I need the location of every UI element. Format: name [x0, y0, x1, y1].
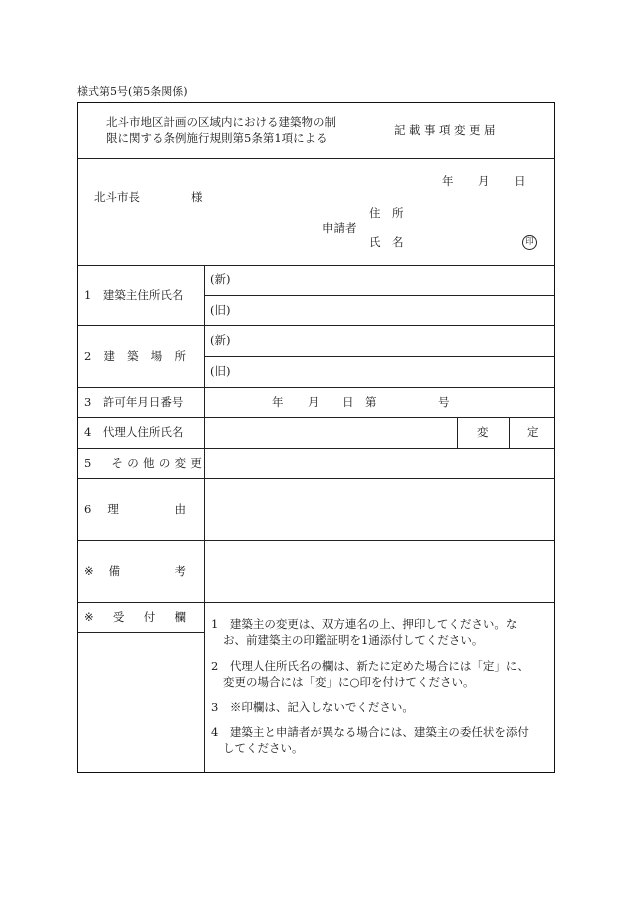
divider: [78, 158, 554, 159]
permit-year: 年: [272, 395, 284, 409]
divider: [78, 417, 554, 418]
site-new: (新): [210, 333, 231, 347]
date-month: 月: [478, 174, 490, 188]
note-line: 3 ※印欄は、記入しないでください。: [211, 700, 414, 714]
label-char: 受: [112, 610, 125, 624]
permit-day: 日: [342, 395, 354, 409]
divider: [78, 602, 554, 603]
row-label-builder: 1 建築主住所氏名: [84, 288, 184, 302]
column-divider: [204, 265, 205, 772]
form-code: 様式第5号(第5条関係): [77, 85, 188, 98]
row-label-reception: [84, 612, 186, 624]
permit-dai: 第: [365, 395, 377, 409]
divider: [204, 356, 554, 357]
agent-fixed-option: 定: [527, 425, 539, 439]
label-char: 由: [174, 502, 186, 516]
note-3: [211, 699, 414, 715]
name-label: 氏 名: [369, 235, 404, 249]
column-divider: [457, 417, 458, 448]
row-label-agent: 4 代理人住所氏名: [84, 425, 184, 439]
row-label-permit: 3 許可年月日番号: [84, 395, 184, 409]
label-char: 備: [108, 564, 121, 578]
divider: [78, 478, 554, 479]
label-char: 理: [107, 502, 119, 516]
label-char: 欄: [174, 610, 186, 624]
description-line-2: 限に関する条例施行規則第5条第1項による: [106, 131, 328, 145]
note-line: 1 建築主の変更は、双方連名の上、押印してください。な: [211, 617, 518, 631]
row-label-reason: [84, 504, 186, 516]
note-4: [211, 724, 529, 756]
label-char: 築: [127, 349, 139, 363]
permit-gou: 号: [438, 395, 450, 409]
honorific: 様: [191, 190, 203, 204]
note-line: 2 代理人住所氏名の欄は、新たに定めた場合には「定」に、: [211, 659, 529, 673]
mark: ※: [84, 610, 94, 624]
date-day: 日: [514, 174, 526, 188]
seal-icon: 印: [522, 235, 537, 250]
builder-new: (新): [210, 272, 231, 286]
note-line: お、前建築主の印鑑証明を1通添付してください。: [223, 633, 484, 647]
row-label-other-changes: 5 その他の変更: [84, 456, 207, 470]
label-char: 考: [174, 564, 186, 578]
note-line: 4 建築主と申請者が異なる場合には、建築主の委任状を添付: [211, 725, 529, 739]
note-line: してください。: [223, 741, 304, 755]
site-old: (旧): [210, 364, 231, 378]
form-title: 記載事項変更届: [394, 123, 499, 137]
form-table: [77, 102, 555, 773]
divider: [78, 448, 554, 449]
agent-change-option: 変: [477, 425, 489, 439]
divider: [78, 540, 554, 541]
row-number: 2: [84, 349, 92, 363]
note-2: [211, 658, 529, 690]
note-line: 変更の場合には「変」に○印を付けてください。: [223, 675, 475, 689]
row-label-remarks: [84, 566, 186, 578]
recipient: 北斗市長: [94, 190, 140, 204]
label-char: 所: [174, 349, 186, 363]
description-line-1: 北斗市地区計画の区域内における建築物の制: [106, 115, 336, 129]
divider: [78, 325, 554, 326]
column-divider: [509, 417, 510, 448]
builder-old: (旧): [210, 303, 231, 317]
divider: [78, 387, 554, 388]
mark: ※: [84, 564, 94, 578]
permit-month: 月: [308, 395, 320, 409]
row-number: 6: [84, 502, 92, 516]
row-label-site: [84, 351, 186, 363]
note-1: [211, 616, 517, 648]
divider: [78, 265, 554, 266]
label-char: 建: [103, 349, 115, 363]
divider: [204, 295, 554, 296]
address-label: 住 所: [369, 206, 404, 220]
label-char: 付: [143, 610, 156, 624]
divider: [78, 632, 204, 633]
applicant-label: 申請者: [322, 221, 357, 235]
label-char: 場: [150, 349, 163, 363]
date-year: 年: [442, 174, 454, 188]
